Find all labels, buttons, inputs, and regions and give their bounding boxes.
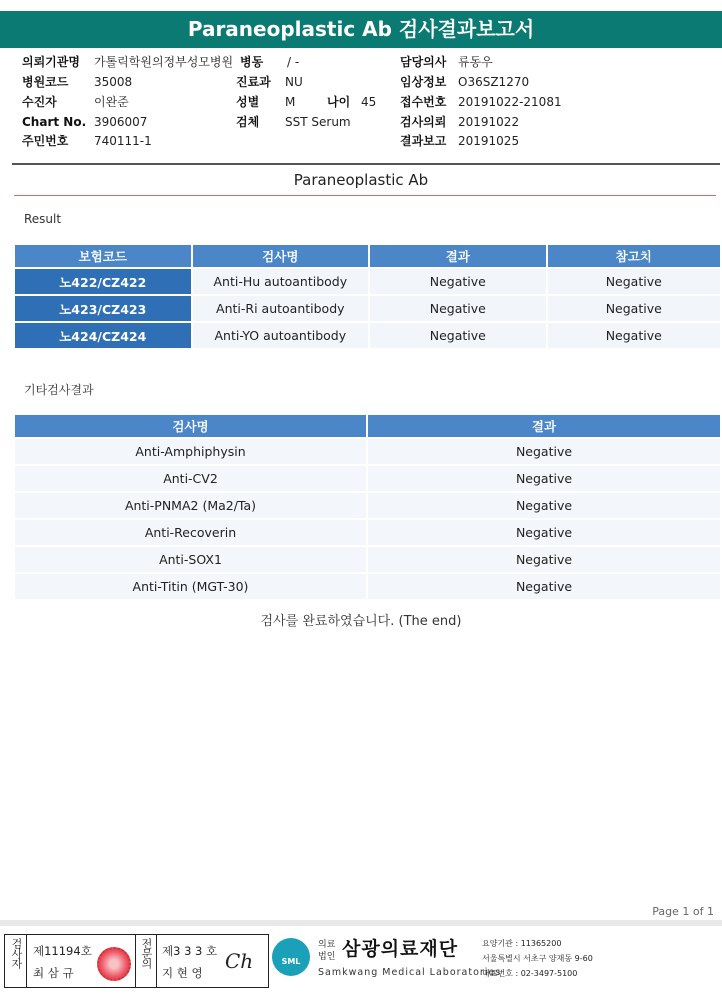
insurance-code: 노422/CZ422 — [15, 269, 191, 294]
sex-value: M — [285, 95, 296, 109]
test-result: Negative — [368, 574, 720, 599]
recipient-value: 이완준 — [94, 95, 129, 109]
tester-seal-icon — [97, 947, 131, 981]
result-table — [13, 243, 722, 350]
header-result: 결과 — [370, 245, 545, 267]
ward-label: 병동 — [240, 55, 264, 69]
test-name: Anti-Amphiphysin — [15, 439, 366, 464]
org-phone: 대표번호 : 02-3497-5100 — [482, 969, 578, 978]
result-label: Result — [24, 212, 62, 226]
test-result: Negative — [368, 493, 720, 518]
chart-label: Chart No. — [22, 115, 87, 129]
footer-divider — [0, 920, 722, 926]
tester-label: 검사자 — [10, 938, 23, 968]
other-results-table — [13, 413, 722, 601]
test-result: Negative — [368, 547, 720, 572]
hospital-code-value: 35008 — [94, 75, 133, 89]
test-result: Negative — [370, 296, 545, 321]
table-row — [15, 547, 720, 572]
header-test-name: 검사명 — [193, 245, 369, 267]
report-title-bar — [0, 11, 722, 48]
test-name: Anti-CV2 — [15, 466, 366, 491]
doctor-label: 담당의사 — [400, 55, 447, 69]
specimen-value: SST Serum — [285, 115, 351, 129]
divider — [156, 935, 157, 987]
age-value: 45 — [361, 95, 377, 109]
result-table-header — [15, 245, 720, 267]
header-test-name: 검사명 — [15, 415, 366, 437]
specialist-license-no: 제3 3 3 호 — [162, 944, 218, 958]
test-name: Anti-PNMA2 (Ma2/Ta) — [15, 493, 366, 518]
reference-value: Negative — [548, 323, 720, 348]
section-title: Paraneoplastic Ab — [293, 171, 429, 189]
test-name: Anti-SOX1 — [15, 547, 366, 572]
doctor-value: 류동우 — [458, 55, 493, 69]
other-results-label: 기타검사결과 — [24, 383, 94, 397]
header-insurance-code: 보험코드 — [15, 245, 191, 267]
test-result: Negative — [368, 520, 720, 545]
reference-value: Negative — [548, 269, 720, 294]
table-row — [15, 269, 720, 294]
insurance-code: 노423/CZ423 — [15, 296, 191, 321]
specialist-name: 지 현 영 — [162, 966, 203, 980]
dept-label: 진료과 — [236, 75, 271, 89]
table-row — [15, 296, 720, 321]
header-result: 결과 — [368, 415, 720, 437]
test-name: Anti-Ri autoantibody — [193, 296, 369, 321]
divider — [135, 935, 136, 987]
insurance-code: 노424/CZ424 — [15, 323, 191, 348]
sml-logo-icon — [272, 938, 310, 976]
org-address: 서울특별시 서초구 양재동 9-60 — [482, 954, 593, 963]
specialist-label: 전문의 — [140, 938, 153, 968]
table-row — [15, 493, 720, 518]
sex-label: 성별 — [236, 95, 260, 109]
hospital-code-label: 병원코드 — [22, 75, 69, 89]
other-table-header — [15, 415, 720, 437]
organization-block — [272, 934, 718, 989]
table-row — [15, 520, 720, 545]
ward-value: / - — [287, 55, 300, 69]
org-code: 요양기관 : 11365200 — [482, 939, 562, 948]
age-label: 나이 — [327, 95, 351, 109]
org-prefix-bottom: 법인 — [318, 952, 336, 962]
report-header-title: Paraneoplastic Ab 검사결과보고서 — [187, 17, 535, 41]
table-row — [15, 574, 720, 599]
info-divider — [12, 163, 720, 165]
receipt-value: 20191022-21081 — [458, 95, 562, 109]
report-date-label: 결과보고 — [400, 134, 447, 148]
test-name: Anti-Recoverin — [15, 520, 366, 545]
institution-label: 의뢰기관명 — [22, 55, 80, 69]
tester-license-no: 제11194호 — [33, 944, 92, 958]
receipt-label: 접수번호 — [400, 95, 447, 109]
id-value: 740111-1 — [94, 134, 152, 148]
recipient-label: 수진자 — [22, 95, 57, 109]
clinical-value: O36SZ1270 — [458, 75, 530, 89]
logo-text: SML — [281, 957, 301, 966]
dept-value: NU — [285, 75, 303, 89]
chart-value: 3906007 — [94, 115, 148, 129]
test-name: Anti-Titin (MGT-30) — [15, 574, 366, 599]
id-label: 주민번호 — [22, 134, 69, 148]
clinical-label: 임상정보 — [400, 75, 447, 89]
page-number: Page 1 of 1 — [652, 905, 714, 918]
divider — [26, 935, 27, 987]
org-english-name: Samkwang Medical Laboratories — [318, 967, 502, 978]
test-result: Negative — [368, 439, 720, 464]
header-reference: 참고치 — [548, 245, 720, 267]
specialist-signature: Ch — [225, 949, 254, 973]
title-divider — [14, 195, 716, 196]
end-statement: 검사를 완료하였습니다. (The end) — [260, 614, 462, 629]
test-result: Negative — [370, 323, 545, 348]
request-label: 검사의뢰 — [400, 115, 447, 129]
test-name: Anti-Hu autoantibody — [193, 269, 369, 294]
reference-value: Negative — [548, 296, 720, 321]
institution-value: 가톨릭학원의정부성모병원 — [94, 55, 234, 69]
report-date-value: 20191025 — [458, 134, 520, 148]
test-result: Negative — [368, 466, 720, 491]
test-result: Negative — [370, 269, 545, 294]
table-row — [15, 439, 720, 464]
test-name: Anti-YO autoantibody — [193, 323, 369, 348]
org-prefix-top: 의료 — [318, 940, 336, 950]
tester-name: 최 삼 규 — [33, 966, 74, 980]
signature-box — [4, 934, 269, 988]
table-row — [15, 323, 720, 348]
request-value: 20191022 — [458, 115, 520, 129]
org-name: 삼광의료재단 — [342, 938, 459, 960]
specimen-label: 검체 — [236, 115, 260, 129]
table-row — [15, 466, 720, 491]
